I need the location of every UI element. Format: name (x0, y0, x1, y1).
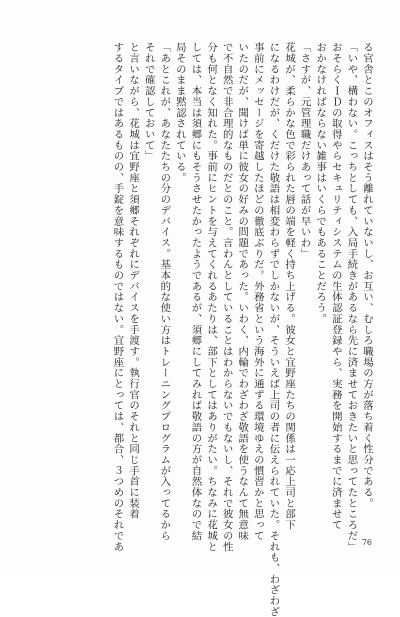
text-line: 分も何となく知れた。事前にヒントを与えてくれるあたりは、部下としてはありがたい。ちなみに花城と (205, 42, 218, 552)
text-line: おかなければならない雑事はいくらでもあることだろう。 (314, 42, 327, 325)
page-number: 76 (361, 538, 372, 547)
text-line: 事前にメッセージを寄越したほどの徹底ぶりだ。外務省という海外に通ずる環境ゆえの慣習かと思って (251, 42, 264, 542)
text-line: しては、本当は須郷にもそうさせたかったようであるが、須郷にしてみれば敬語の方が自然体なので結 (189, 42, 202, 542)
text-line: 「さすが、元管理職だけあって話が早いわ」 (298, 42, 311, 259)
text-line: と言いながら、花城は宜野座と須郷それぞれにデバイスを手渡す。執行官のそれと同じ手首に装着 (127, 42, 140, 520)
text-line: で不自然で非合理的なものだとのこと。言わんとしていることはわからないでもないし、それで彼女の性 (220, 42, 233, 552)
text-line: おそらくＩＤの取得やらセキュリティシステムの生体認証登録やら、実務を開始するまでに済ませて (329, 42, 342, 531)
text-line: いたのだが、聞けば単に彼女の好みの問題であった。いわく、内輪でわざわざ敬語を使うなんて無意味 (236, 42, 249, 542)
text-line: 花城が、柔らかな色で彩られた唇の端を軽く持ち上げる。彼女と宜野座たちの関係は一応上司と部下 (283, 42, 296, 531)
text-line: る官舎とこのオフィスはそう離れていないし、お互い、むしろ職場の方が落ち着く性分である。 (361, 42, 373, 509)
text-line: 「いや、構わない。こっちとしても、入局手続きがあるなら先に済ませておきたいと思ってたところだ」 (345, 42, 358, 552)
text-line: 局そのまま黙認されている。 (173, 42, 186, 184)
text-line: するタイプではあるものの、手錠を意味するものではない。宜野座にとっては、都合、３つめのそれであ (111, 42, 124, 552)
text-line: それで確認しておいて」 (142, 42, 155, 162)
text-line: 「あとこれが、あなたたちの分のデバイス。基本的な使い方はトレーニングプログラムが入ってるから (158, 42, 171, 542)
text-line: になるわけだが、くだけた敬語は相変わらずでしかないが、そういえば上司の者に伝えられていた。それも、わざわざ (267, 42, 280, 617)
